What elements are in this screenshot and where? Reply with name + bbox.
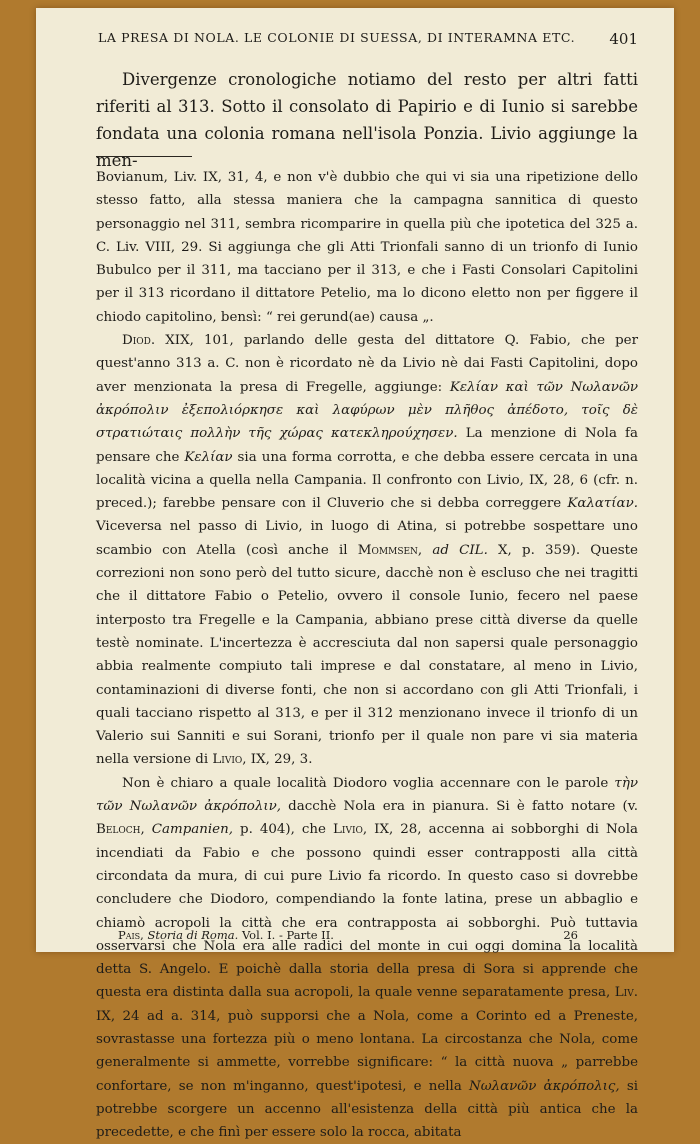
running-header xyxy=(98,30,638,48)
page-number: 401 xyxy=(609,30,638,48)
footer-citation: Pais, Storia di Roma. Vol. I. - Parte II. xyxy=(118,928,334,942)
footnote-divider xyxy=(96,156,192,157)
signature-mark: 26 xyxy=(563,928,578,942)
book-page xyxy=(36,8,674,1141)
footnote-continuation: Bovianum, Liv. IX, 31, 4, e non v'è dubbio che qui vi sia una ripetizione dello stesso fatto, alla stessa maniera che la campagna sannitica di questo personaggio nel 311, sembra ricomparire in quella più che ipotetica del 325 a. C. Liv. VIII, 29. Si aggiunga che gli Atti Trionfali sanno di un trionfo di Iunio Bubulco per il 311, ma tacciano per il 313, e che i Fasti Consolari Capitolini per il 313 ricordano il dittatore Petelio, ma lo dicono eletto non per figgere il chiodo capitolino, bensì: “ rei gerund(ae) causa „. xyxy=(96,170,638,325)
greek-word: Καλατίαν. xyxy=(567,496,638,512)
author-ref: Livio, xyxy=(212,752,247,768)
author-ref: Beloch, xyxy=(96,822,145,838)
main-paragraph: Divergenze cronologiche notiamo del resto per altri fatti riferiti al 313. Sotto il consolato di Papirio e di Iunio si sarebbe fondata una colonia romana nell'isola Ponzia. Livio aggiunge la men- xyxy=(96,70,638,170)
footnote-nola: Non è chiaro a quale località Diodoro voglia accennare con le parole τὴν τῶν Νωλανῶν ἀκρόπολιν, dacchè Nola era in pianura. Si è fatto notare (v. Beloch, Campanien, p. 404), che Livio, IX, 28, accenna ai sobborghi di Nola incendiati da Fabio e che possono quindi esser contrapposti alla città circondata da mura, di cui pure Livio fa ricordo. In questo caso si dovrebbe concludere che Diodoro, compendiando la fonte latina, prese un abbaglio e chiamò acropoli la città che era contrapposta ai sobborghi. Può tuttavia osservarsi che Nola era alle radici del monte in cui oggi domina la località detta S. Angelo. E poichè dalla storia della presa di Sora si apprende che questa era distinta dalla sua acropoli, la quale venne separatamente presa, Liv. IX, 24 ad a. 314, può supporsi che a Nola, come a Corinto ed a Preneste, sovrastasse una fortezza più o meno lontana. La circostanza che Nola, come generalmente si ammette, vorrebbe significare: “ la città nuova „ parrebbe confortare, se non m'inganno, quest'ipotesi, e nella Νωλανῶν ἀκρόπολις, si potrebbe scorgere un accenno all'esistenza della città più antica che la precedette, e che finì per essere solo la rocca, abitata xyxy=(96,775,638,1141)
work-title: ad CIL. xyxy=(422,542,488,558)
greek-word: Κελίαν xyxy=(184,449,233,465)
greek-quote: τὴν τῶν Νωλανῶν ἀκρόπολιν, xyxy=(96,775,638,815)
author-ref: Livio, xyxy=(333,822,368,838)
author-ref: Mommsen, xyxy=(357,542,423,558)
footnotes xyxy=(96,166,638,1144)
author-ref: Liv. xyxy=(614,985,638,1001)
page-footer xyxy=(96,928,638,942)
greek-quote: Κελίαν καὶ τῶν Νωλανῶν ἀκρόπολιν ἐξεπολιόρκησε καὶ λαφύρων μὲν πλῆθος ἀπέδοτο, τοῖς δὲ στρατιώταις πολλὴν τῆς χώρας κατεκληρούχησεν. xyxy=(96,379,638,442)
footnote-diodorus: Diod. XIX, 101, parlando delle gesta del dittatore Q. Fabio, che per quest'anno 313 a. C. non è ricordato nè da Livio nè dai Fasti Capitolini, dopo aver menzionata la presa di Fregelle, aggiunge: Κελίαν καὶ τῶν Νωλανῶν ἀκρόπολιν ἐξεπολιόρκησε καὶ λαφύρων μὲν πλῆθος ἀπέδοτο, τοῖς δὲ στρατιώταις πολλὴν τῆς χώρας κατεκληρούχησεν. La menzione di Nola fa pensare che Κελίαν sia una forma corrotta, e che debba essere cercata in una località vicina a quella nella Campania. Il confronto con Livio, IX, 28, 6 (cfr. n. preced.); farebbe pensare con il Cluverio che si debba correggere Καλατίαν. Viceversa nel passo di Livio, in luogo di Atina, si potrebbe sospettare uno scambio con Atella (così anche il Mommsen, ad CIL. X, p. 359). Queste correzioni non sono però del tutto sicure, dacchè non è escluso che nei tragitti che il dittatore Fabio o Petelio, ovvero il console Iunio, fecero nel paese interposto tra Fregelle e la Campania, abbiano prese città diverse da quelle testè nominate. L'incertezza è accresciuta dal non sapersi quale personaggio abbia realmente compiuto tali imprese e dal constatare, al meno in Livio, contaminazioni di diverse fonti, che non si accordano con gli Atti Trionfali, i quali tacciano rispetto al 313, e per il 312 menzionano invece il trionfo di un Valerio sui Sanniti e sui Sorani, trionfo per il quale non pare vi sia materia nella versione di Livio, IX, 29, 3. xyxy=(96,333,638,768)
author-ref: Diod. xyxy=(122,333,156,349)
running-title: LA PRESA DI NOLA. LE COLONIE DI SUESSA, DI INTERAMNA ETC. xyxy=(98,30,576,45)
greek-quote: Νωλανῶν ἀκρόπολις, xyxy=(469,1078,620,1094)
work-title: Campanien, xyxy=(144,822,233,838)
